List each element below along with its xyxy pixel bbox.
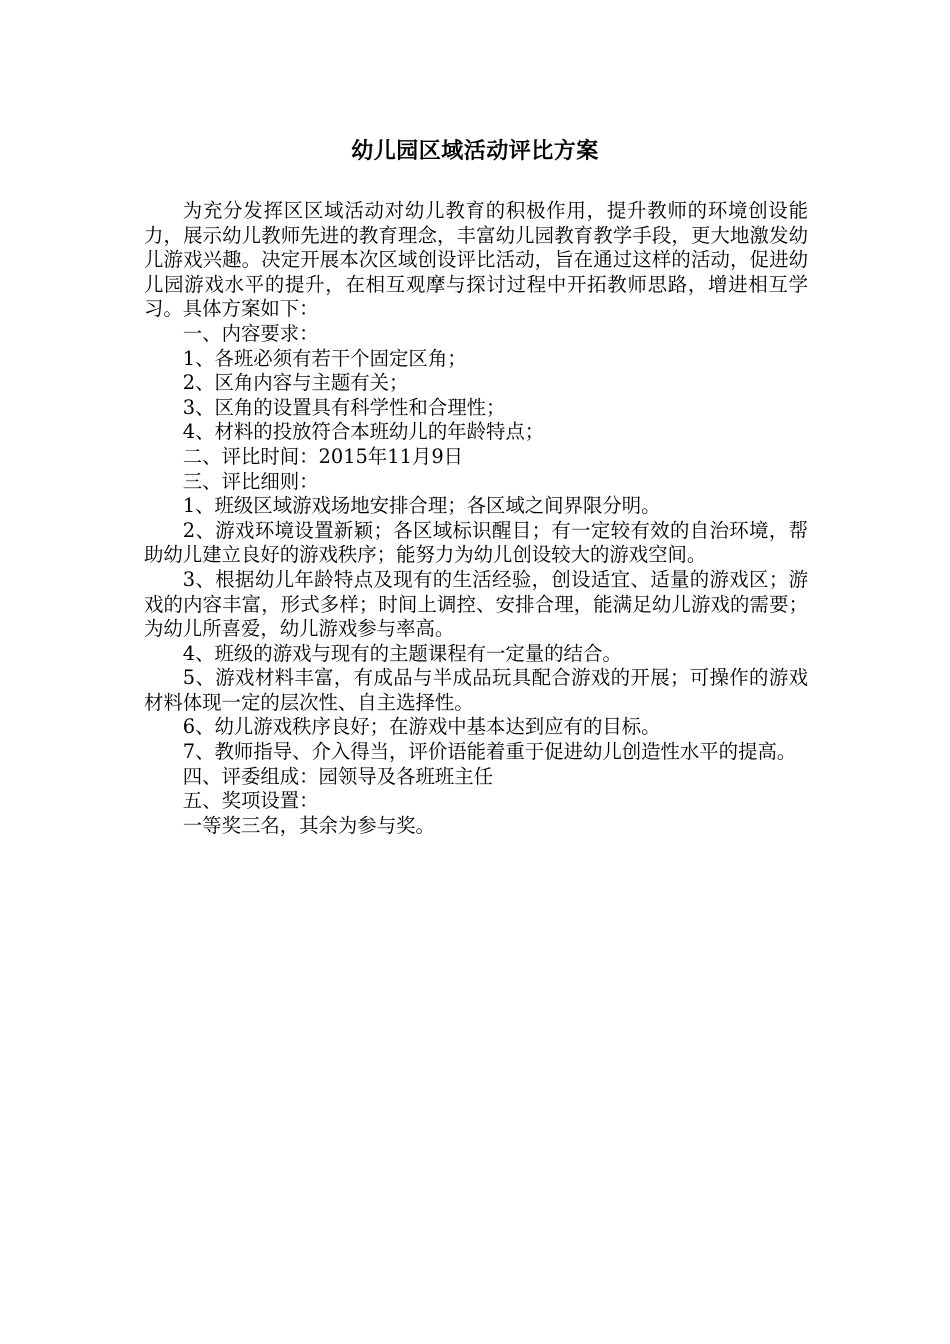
section-heading-awards: 五、奖项设置： [182, 789, 319, 813]
requirement-item: 1、各班必须有若干个固定区角； [182, 346, 467, 370]
document-title: 幼儿园区域活动评比方案 [351, 138, 599, 164]
rule-item: 2、游戏环境设置新颖；各区域标识醒目；有一定较有效的自治环境，帮助幼儿建立良好的游戏秩序；能努力为幼儿创设较大的游戏空间。 [144, 518, 808, 567]
requirement-item: 3、区角的设置具有科学性和合理性； [182, 395, 506, 419]
rule-item: 1、班级区域游戏场地安排合理；各区域之间界限分明。 [182, 494, 661, 518]
document-body [144, 199, 808, 838]
rule-item: 7、教师指导、介入得当，评价语能着重于促进幼儿创造性水平的提高。 [182, 740, 797, 764]
intro-paragraph: 为充分发挥区区域活动对幼儿教育的积极作用，提升教师的环境创设能力，展示幼儿教师先进的教育理念，丰富幼儿园教育教学手段，更大地激发幼儿游戏兴趣。决定开展本次区域创设评比活动，旨在通过这样的活动，促进幼儿园游戏水平的提升，在相互观摩与探讨过程中开拓教师思路，增进相互学习。具体方案如下： [144, 199, 808, 321]
rule-item: 3、根据幼儿年龄特点及现有的生活经验，创设适宜、适量的游戏区；游戏的内容丰富，形式多样；时间上调控、安排合理，能满足幼儿游戏的需要；为幼儿所喜爱，幼儿游戏参与率高。 [144, 567, 808, 641]
rule-item: 5、游戏材料丰富，有成品与半成品玩具配合游戏的开展；可操作的游戏材料体现一定的层次性、自主选择性。 [144, 666, 808, 714]
awards-detail: 一等奖三名，其余为参与奖。 [182, 813, 435, 837]
section-heading-evaluation-rules: 三、评比细则： [182, 469, 319, 493]
section-heading-evaluation-time: 二、评比时间：2015年11月9日 [182, 444, 464, 468]
section-heading-content-requirements: 一、内容要求： [182, 321, 319, 345]
requirement-item: 2、区角内容与主题有关； [182, 371, 409, 395]
requirement-item: 4、材料的投放符合本班幼儿的年龄特点； [182, 420, 545, 444]
rule-item: 4、班级的游戏与现有的主题课程有一定量的结合。 [182, 641, 622, 665]
section-heading-judges: 四、评委组成：园领导及各班班主任 [182, 764, 494, 788]
rule-item: 6、幼儿游戏秩序良好；在游戏中基本达到应有的目标。 [182, 715, 661, 739]
